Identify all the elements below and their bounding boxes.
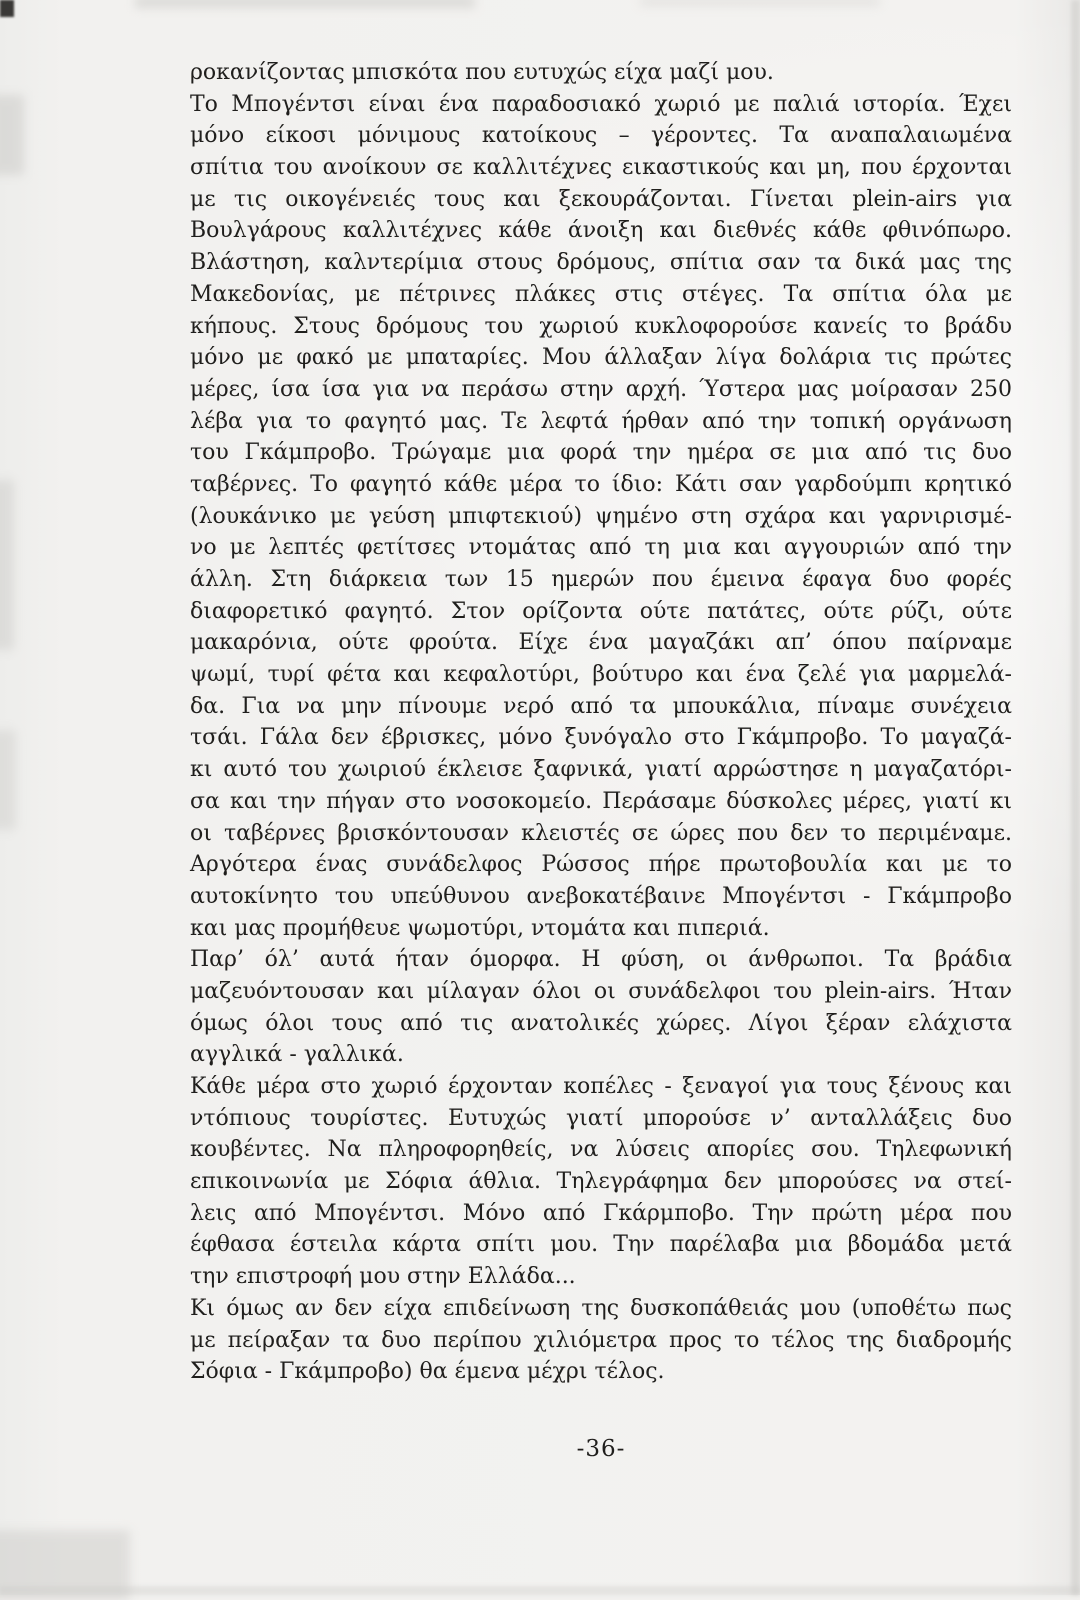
text-line: αυτοκίνητο του υπεύθυνου ανεβοκατέβαινε Μπογέντσι - Γκάμπροβο [190, 883, 1012, 909]
text-line: Κάθε μέρα στο χωριό έρχονταν κοπέλες - ξεναγοί για τους ξένους και [190, 1074, 1012, 1099]
scan-smudge-top-2 [640, 0, 880, 6]
text-line: ροκανίζοντας μπισκότα που ευτυχώς είχα μαζί μου. [190, 60, 774, 85]
text-line: μόνο με φακό με μπαταρίες. Μου άλλαξαν λίγα δολάρια τις πρώτες [190, 345, 1012, 371]
text-line: ντόπιους τουρίστες. Ευτυχώς γιατί μπορούσε ν’ ανταλλάξεις δυο [190, 1105, 1012, 1131]
scan-smudge-left-1 [0, 95, 24, 175]
text-line: μακαρόνια, ούτε φρούτα. Είχε ένα μαγαζάκι απ’ όπου παίρναμε [190, 630, 1012, 656]
text-line: λεις από Μπογέντσι. Μόνο από Γκάρμποβο. Την πρώτη μέρα που [190, 1200, 1012, 1226]
scan-smudge-top [135, 0, 475, 8]
text-line: νο με λεπτές φετίτσες ντομάτας από τη μια και αγγουριών από την [190, 535, 1012, 561]
text-line: του Γκάμπροβο. Τρώγαμε μια φορά την ημέρα σε μια από τις δυο [190, 440, 1012, 466]
text-line: οι ταβέρνες βρισκόντουσαν κλειστές σε ώρες που δεν το περιμέναμε. [190, 820, 1012, 846]
text-line: όμως όλοι τους από τις ανατολικές χώρες. Λίγοι ξέραν ελάχιστα [190, 1010, 1012, 1036]
scan-smudge-left-2 [0, 480, 14, 650]
text-line: Το Μπογέντσι είναι ένα παραδοσιακό χωριό με παλιά ιστορία. Έχει [190, 91, 1012, 117]
text-line: λέβα για το φαγητό μας. Τε λεφτά ήρθαν από την τοπική οργάνωση [190, 408, 1012, 434]
text-line: κήπους. Στους δρόμους του χωριού κυκλοφορούσε κανείς το βράδυ [190, 313, 1012, 339]
text-line: Σόφια - Γκάμπροβο) θα έμενα μέχρι τέλος. [190, 1359, 665, 1385]
text-line: αγγλικά - γαλλικά. [190, 1042, 404, 1068]
text-line: διαφορετικό φαγητό. Στον ορίζοντα ούτε πατάτες, ούτε ρύζι, ούτε [190, 598, 1012, 624]
text-line: Βουλγάρους καλλιτέχνες κάθε άνοιξη και διεθνές κάθε φθινόπωρο. [190, 218, 1012, 244]
text-line: τσάι. Γάλα δεν έβρισκες, μόνο ξυνόγαλο στο Γκάμπροβο. Το μαγαζά- [190, 725, 1012, 751]
text-line: (λουκάνικο με γεύση μπιφτεκιού) ψημένο στη σχάρα και γαρνιρισμέ- [190, 503, 1012, 529]
text-line: Αργότερα ένας συνάδελφος Ρώσσος πήρε πρωτοβουλία και με το [190, 852, 1012, 878]
text-line: άλλη. Στη διάρκεια των 15 ημερών που έμεινα έφαγα δυο φορές [190, 567, 1012, 592]
scan-shadow-right-edge [1071, 0, 1080, 1595]
page-number: -36- [576, 1436, 626, 1462]
page-text [190, 57, 1012, 1388]
text-line: σα και την πήγαν στο νοσοκομείο. Περάσαμε δύσκολες μέρες, γιατί κι [190, 788, 1012, 814]
text-line: μέρες, ίσα ίσα για να περάσω στην αρχή. Ύστερα μας μοίρασαν 250 [190, 376, 1012, 402]
scan-corner-mark [0, 0, 14, 17]
text-line: Βλάστηση, καλντερίμια στους δρόμους, σπίτια σαν τα δικά μας της [190, 250, 1012, 276]
text-line: Μακεδονίας, με πέτρινες πλάκες στις στέγες. Τα σπίτια όλα με [190, 281, 1012, 307]
text-line: μόνο είκοσι μόνιμους κατοίκους – γέροντες. Τα αναπαλαιωμένα [190, 123, 1012, 149]
scan-smudge-left-3 [0, 730, 16, 830]
text-line: ταβέρνες. Το φαγητό κάθε μέρα το ίδιο: Κάτι σαν γαρδούμπι κρητικό [190, 471, 1012, 497]
text-line: δα. Για να μην πίνουμε νερό από τα μπουκάλια, πίναμε συνέχεια [190, 693, 1012, 719]
text-line: κουβέντες. Να πληροφορηθείς, να λύσεις απορίες σου. Τηλεφωνική [190, 1137, 1012, 1163]
text-line: και μας προμήθευε ψωμοτύρι, ντομάτα και πιπεριά. [190, 915, 770, 941]
scan-shadow-bottom-edge [0, 1586, 1080, 1595]
text-line: Κι όμως αν δεν είχα επιδείνωση της δυσκοπάθειάς μου (υποθέτω πως [190, 1295, 1012, 1321]
text-line: ψωμί, τυρί φέτα και κεφαλοτύρι, βούτυρο και ένα ζελέ για μαρμελά- [190, 662, 1012, 688]
text-line: με τις οικογένειές τους και ξεκουράζονται. Γίνεται plein-airs για [190, 186, 1012, 212]
text-line: με πείραξαν τα δυο περίπου χιλιόμετρα προς το τέλος της διαδρομής [190, 1327, 1012, 1353]
text-line: κι αυτό του χωιριού έκλεισε ξαφνικά, γιατί αρρώστησε η μαγαζατόρι- [190, 757, 1012, 783]
text-line: Παρ’ όλ’ αυτά ήταν όμορφα. Η φύση, οι άνθρωποι. Τα βράδια [190, 947, 1012, 973]
text-line: μαζευόντουσαν και μίλαγαν όλοι οι συνάδελφοι του plein-airs. Ήταν [190, 978, 1012, 1004]
text-line: έφθασα έστειλα κάρτα σπίτι μου. Την παρέλαβα μια βδομάδα μετά [190, 1232, 1012, 1258]
text-line: επικοινωνία με Σόφια άθλια. Τηλεγράφημα δεν μπορούσες να στεί- [190, 1169, 1012, 1195]
text-line: σπίτια του ανοίκουν σε καλλιτέχνες εικαστικούς και μη, που έρχονται [190, 155, 1012, 181]
text-line: την επιστροφή μου στην Ελλάδα... [190, 1264, 576, 1290]
